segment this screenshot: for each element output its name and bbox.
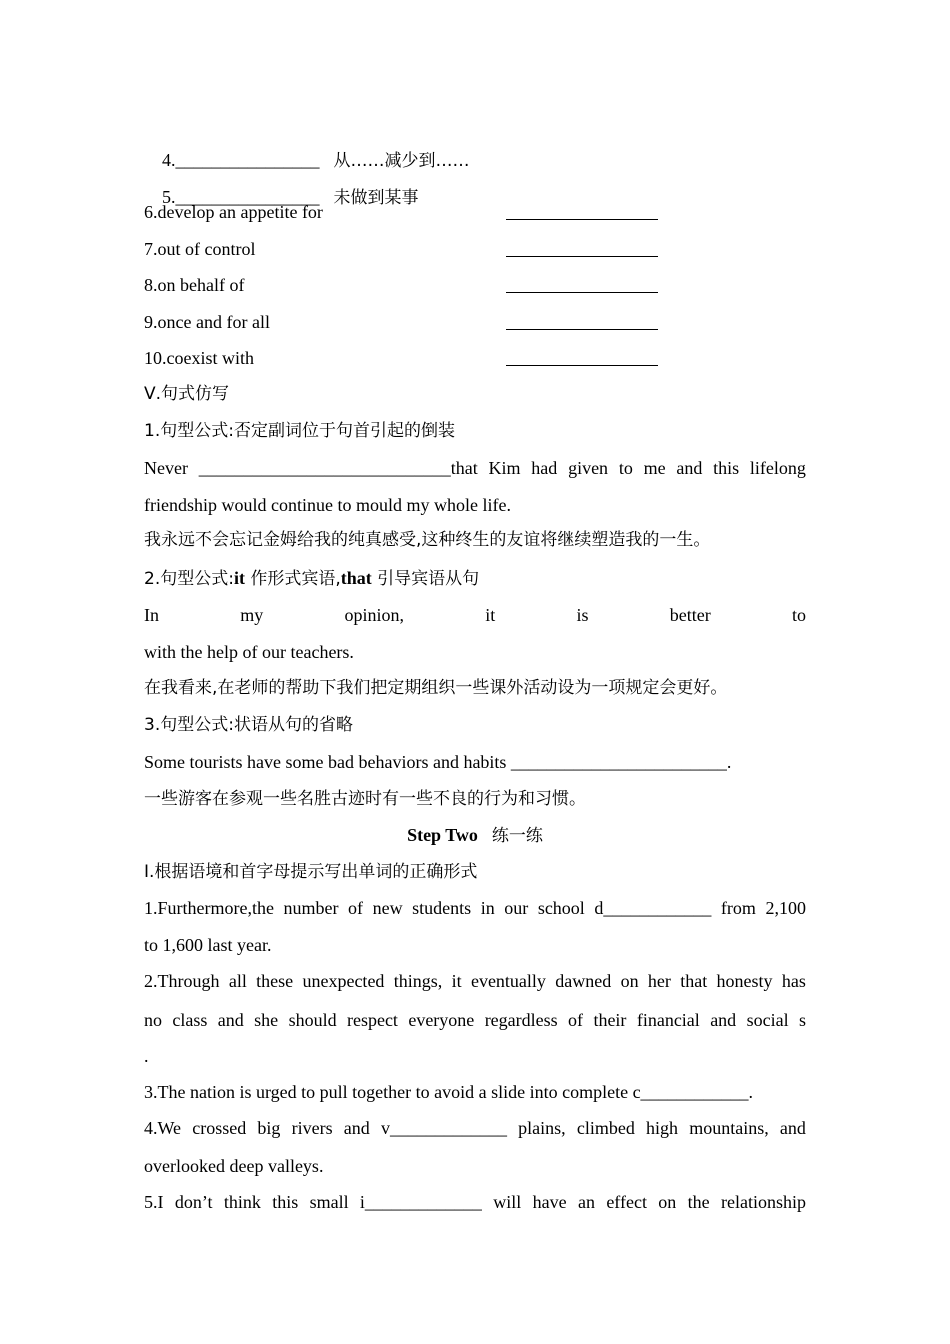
word: of [348,898,364,918]
word: high [646,1118,679,1138]
phrase-6: 6.develop an appetite for [144,202,323,222]
word: 2.Through [144,971,220,991]
word: and [710,1010,737,1030]
word: her [647,971,671,991]
phrase-8: 8.on behalf of [144,275,245,295]
phrase-7: 7.out of control [144,239,256,259]
word: plains, [518,1118,566,1138]
word: our [504,898,529,918]
word: think [223,1192,261,1212]
question-5-blank[interactable]: i_____________ [359,1192,482,1212]
word: regardless [484,1010,558,1030]
word: and [343,1118,370,1138]
word: the [687,1192,710,1212]
word: effect [606,1192,647,1212]
word: it [451,971,462,991]
word: she [254,1010,279,1030]
word: 1.Furthermore,the [144,898,274,918]
word: my [240,605,264,625]
phrase-10-answer-blank[interactable] [506,347,658,366]
question-1-line-1 [144,897,806,919]
word: this [713,458,740,478]
sentence-2-cn: 在我看来,在老师的帮助下我们把定期组织一些课外活动设为一项规定会更好。 [144,678,728,698]
word: everyone [408,1010,475,1030]
word: small [309,1192,349,1212]
question-2-blank[interactable]: s [798,1010,806,1030]
word: it [485,605,496,625]
word: social [746,1010,789,1030]
word: dawned [555,971,612,991]
word: unexpected [302,971,385,991]
step-two-title-en: Step Two [407,825,478,845]
question-2-line-1 [144,970,806,992]
word: from [720,898,756,918]
word: and [779,1118,806,1138]
word: new [372,898,403,918]
phrase-8-answer-blank[interactable] [506,274,658,293]
sentence-1-line-1 [144,457,806,479]
word: students [412,898,472,918]
word: should [288,1010,337,1030]
question-5-line-1 [144,1191,806,1213]
word: these [256,971,294,991]
word: better [669,605,711,625]
word: Kim [488,458,521,478]
formula-3: 3.句型公式:状语从句的省略 [144,715,353,735]
word: is [576,605,589,625]
word: mountains, [689,1118,769,1138]
word: on [658,1192,677,1212]
word: Never [144,458,188,478]
phrase-7-answer-blank[interactable] [506,238,658,257]
word: to [618,458,633,478]
question-2-line-3: . [144,1046,149,1066]
formula-1: 1.句型公式:否定副词位于句首引起的倒装 [144,421,455,441]
word: don’t [174,1192,213,1212]
formula-2-suffix: 引导宾语从句 [371,569,480,589]
formula-2-it: it [233,568,245,588]
word: had [531,458,558,478]
formula-2-that: that [340,568,372,588]
word: on [620,971,639,991]
word: will [493,1192,522,1212]
word: number [283,898,339,918]
question-4-blank[interactable]: v_____________ [380,1118,507,1138]
formula-2-prefix: 2.句型公式: [144,569,234,589]
word: crossed [192,1118,247,1138]
word: that [680,971,708,991]
word: no [144,1010,162,1030]
question-4-line-2: overlooked deep valleys. [144,1156,324,1176]
word: 2,100 [765,898,806,918]
question-1-line-2: to 1,600 last year. [144,935,272,955]
word: has [781,971,806,991]
section-5-title: Ⅴ.句式仿写 [144,384,230,404]
phrase-5-cn: 未做到某事 [333,188,419,208]
sentence-2-line-1 [144,604,806,626]
word: honesty [716,971,773,991]
word: 5.I [144,1192,164,1212]
word: to [791,605,806,625]
word: their [593,1010,627,1030]
word: me [643,458,666,478]
word: big [257,1118,281,1138]
word: this [272,1192,299,1212]
sentence-2-line-2: with the help of our teachers. [144,642,354,662]
phrase-4-blank[interactable]: 4.________________ [162,150,320,170]
word: in [480,898,495,918]
phrase-6-answer-blank[interactable] [506,201,658,220]
word: In [144,605,159,625]
word: climbed [576,1118,635,1138]
word: lifelong [749,458,806,478]
word: class [172,1010,208,1030]
step-two-title-cn: 练一练 [491,826,543,846]
word: eventually [470,971,546,991]
question-2-line-2 [144,1009,806,1031]
formula-2 [144,567,479,590]
word: 4.We [144,1118,182,1138]
word: relationship [720,1192,806,1212]
word: all [228,971,247,991]
question-3: 3.The nation is urged to pull together to avoid a slide into complete c____________. [144,1082,754,1102]
phrase-9: 9.once and for all [144,312,270,332]
question-4-line-1 [144,1117,806,1139]
word: an [577,1192,595,1212]
formula-2-mid: 作形式宾语, [244,569,341,589]
word: given [568,458,609,478]
question-1-blank[interactable]: d____________ [594,898,712,918]
blank-1[interactable]: ____________________________that [198,458,478,478]
word: have [532,1192,567,1212]
sentence-3-cn: 一些游客在参观一些名胜古迹时有一些不良的行为和习惯。 [144,789,586,809]
word: financial [636,1010,700,1030]
word: things, [393,971,443,991]
word: and [676,458,703,478]
step-two-heading [144,824,806,847]
word: opinion, [344,605,404,625]
phrase-5-blank[interactable]: 5.________________ [162,187,320,207]
word: respect [346,1010,398,1030]
word: and [217,1010,244,1030]
sentence-3: Some tourists have some bad behaviors and habits ________________________. [144,752,732,772]
phrase-9-answer-blank[interactable] [506,311,658,330]
sentence-1-cn: 我永远不会忘记金姆给我的纯真感受,这种终生的友谊将继续塑造我的一生。 [144,530,711,550]
phrase-10: 10.coexist with [144,348,254,368]
word: rivers [291,1118,333,1138]
word: school [537,898,585,918]
phrase-4-cn: 从……减少到…… [333,151,470,171]
word: of [568,1010,584,1030]
step-two-section-1-title: Ⅰ.根据语境和首字母提示写出单词的正确形式 [144,862,478,882]
sentence-1-line-2: friendship would continue to mould my whole life. [144,495,511,515]
